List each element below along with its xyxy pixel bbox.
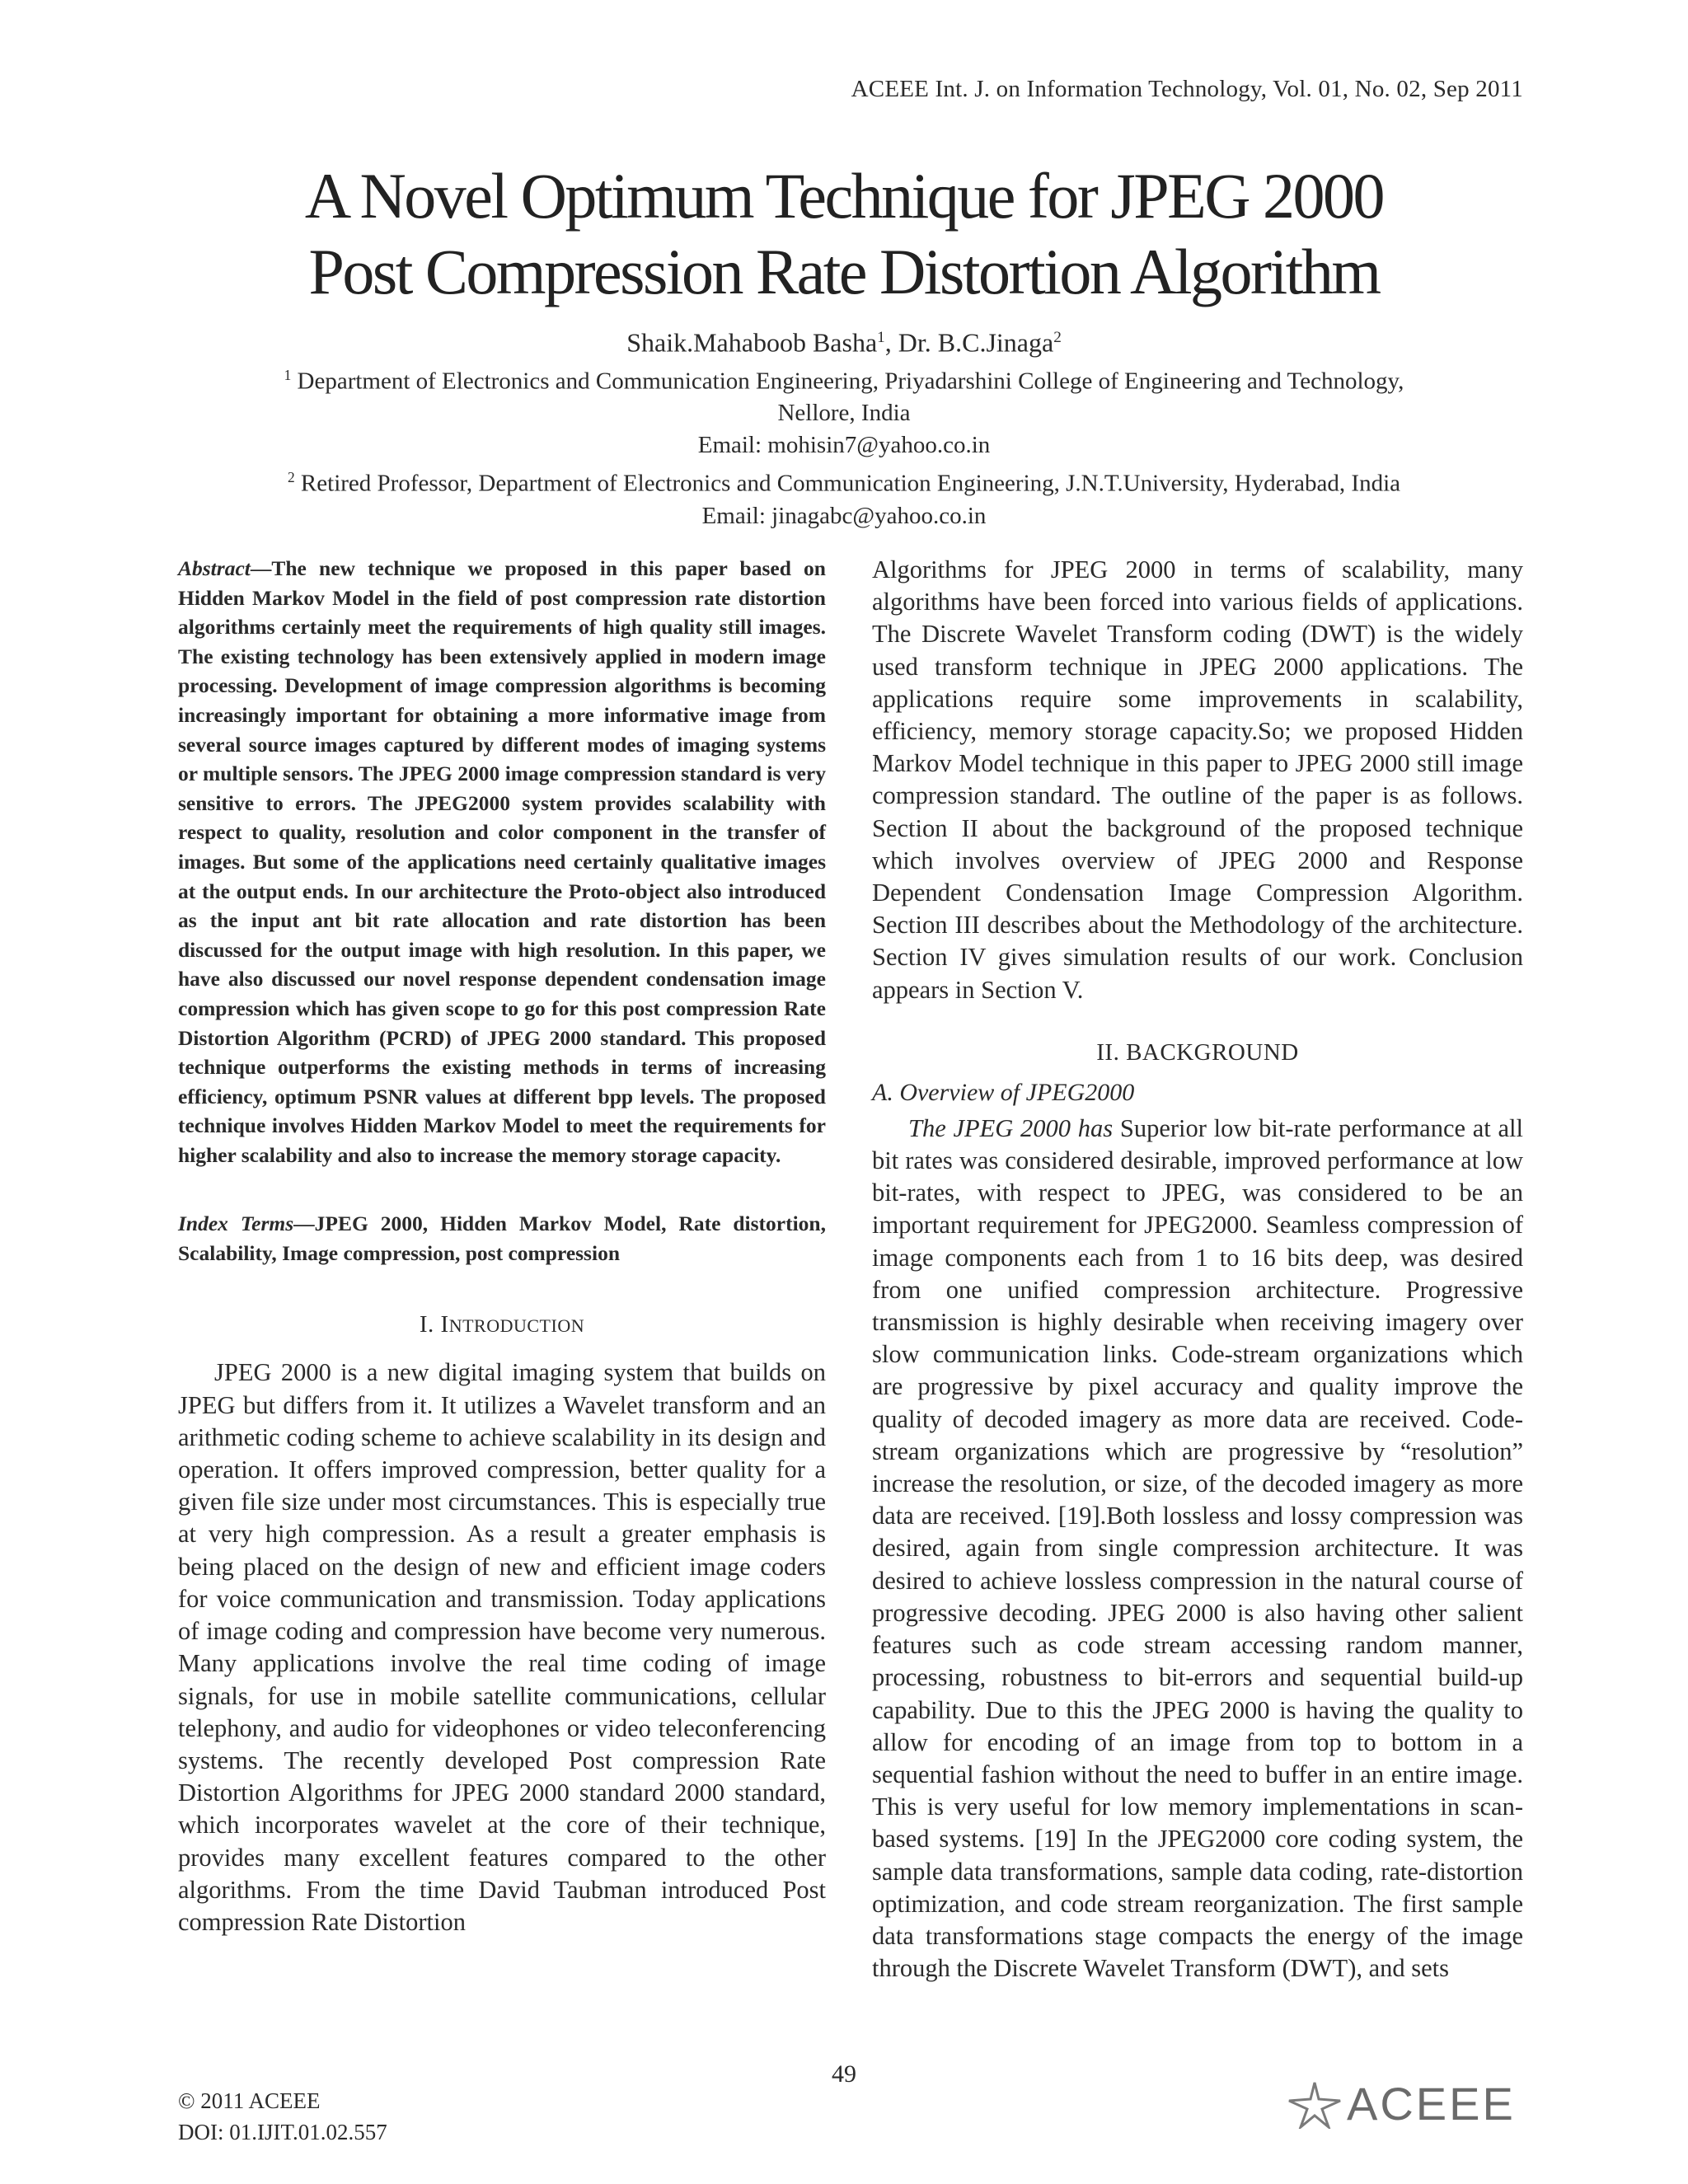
- affiliation-1-line-2: Nellore, India: [777, 400, 911, 427]
- section-heading-background: II. BACKGROUND: [1096, 1038, 1299, 1066]
- aceee-star-logo-icon: [1286, 2079, 1343, 2129]
- publisher-logo-text: ACEEE: [1347, 2078, 1516, 2130]
- background-paragraph-lead: The JPEG 2000 has: [908, 1113, 1114, 1142]
- doi: DOI: 01.IJIT.01.02.557: [178, 2120, 387, 2144]
- subsection-heading-overview: A. Overview of JPEG2000: [872, 1078, 1135, 1106]
- publisher-logo: [1286, 2077, 1516, 2130]
- left-column: [178, 554, 826, 1938]
- title-block: [165, 158, 1523, 532]
- abstract: [178, 554, 826, 1169]
- author-2-sup: 2: [1053, 329, 1062, 346]
- section-heading-num: I. I: [419, 1311, 449, 1338]
- paper-title-line-1: A Novel Optimum Technique for JPEG 2000: [304, 160, 1384, 232]
- affiliation-1: [165, 359, 1523, 398]
- affiliation-1-sup: 1: [284, 366, 292, 383]
- index-terms-label: Index Terms: [178, 1212, 294, 1236]
- abstract-label: Abstract: [178, 556, 251, 580]
- section-heading-rest: NTRODUCTION: [448, 1315, 585, 1337]
- authors: [165, 321, 1523, 359]
- intro-paragraph: JPEG 2000 is a new digital imaging system that builds on JPEG but differs from it. It utilizes a Wavelet transform and an arithmetic coding scheme to achieve scalability in its design and operation. It offers improved compression, better quality for a given file size under most circumstances. This is especially true at very high compression. As a result a greater emphasis is being placed on the design of new and efficient image coders for voice communication and transmission. Today applications of image coding and compression have become very numerous. Many applications involve the real time coding of image signals, for use in mobile satellite communications, cellular telephony, and audio for videophones or video teleconferencing systems. The recently developed Post compression Rate Distortion Algorithms for JPEG 2000 standard 2000 standard, which incorporates wavelet at the core of their technique, provides many excellent features compared to the other algorithms. From the time David Taubman introduced Post compression Rate Distortion: [178, 1358, 826, 1936]
- author-separator: , Dr. B.C.Jinaga: [884, 327, 1054, 358]
- right-column: [872, 554, 1523, 1985]
- intro-paragraph-continued: Algorithms for JPEG 2000 in terms of scalability, many algorithms have been forced into various fields of applications. The Discrete Wavelet Transform coding (DWT) is the widely used transform technique in JPEG 2000 applications. The applications require some improvements in scalability, efficiency, memory storage capacity.So; we proposed Hidden Markov Model technique in this paper to JPEG 2000 still image compression standard. The outline of the paper is as follows. Section II about the background of the proposed technique which involves overview of JPEG 2000 and Response Dependent Condensation Image Compression Algorithm. Section III describes about the Methodology of the architecture. Section IV gives simulation results of our work. Conclusion appears in Section V.: [872, 555, 1523, 1004]
- index-terms: [178, 1209, 826, 1268]
- author-1: Shaik.Mahaboob Basha: [626, 327, 878, 358]
- paper-title-line-2: Post Compression Rate Distortion Algorithm: [308, 236, 1380, 307]
- section-heading-introduction: [178, 1311, 826, 1338]
- email-2: Email: jinagabc@yahoo.co.in: [701, 502, 987, 529]
- affiliation-1-line-1: Department of Electronics and Communication Engineering, Priyadarshini College of Engineering and Technology,: [291, 368, 1404, 395]
- affiliation-2-text: Retired Professor, Department of Electronics and Communication Engineering, J.N.T.University, Hyderabad, India: [294, 470, 1401, 497]
- background-paragraph-text: Superior low bit-rate performance at all bit rates was considered desirable, improved performance at low bit-rates, with respect to JPEG, was considered to be an important requirement for JPEG2000. Seamless compression of image components each from 1 to 16 bits deep, was desired from one unified compression architecture. Progressive transmission is highly desirable when receiving imagery over slow communication links. Code-stream organizations which are progressive by pixel accuracy and quality improve the quality of decoded imagery as more data are received. Code-stream organizations which are progressive by “resolution” increase the resolution, or size, of the decoded imagery as more data are received. [19].Both lossless and lossy compression was desired, again from single compression architecture. It was desired to achieve lossless compression in the natural course of progressive decoding. JPEG 2000 is also having other salient features such as code stream accessing random manner, processing, robustness to bit-errors and sequential build-up capability. Due to this the JPEG 2000 is having the quality to allow for encoding of an image from top to bottom in a sequential fashion without the need to buffer in an entire image. This is very useful for low memory implementations in scan-based systems. [19] In the JPEG2000 core coding system, the sample data transformations, sample data coding, rate-distortion optimization, and code stream reorganization. The first sample data transformations stage compacts the energy of the image through the Discrete Wavelet Transform (DWT), and sets: [872, 1113, 1523, 1983]
- affiliation-2: [165, 462, 1523, 500]
- copyright: © 2011 ACEEE: [178, 2088, 321, 2113]
- background-paragraph: [872, 1113, 1523, 1985]
- author-1-sup: 1: [877, 329, 885, 346]
- affiliation-2-sup: 2: [287, 469, 295, 486]
- page-number: 49: [832, 2060, 856, 2088]
- abstract-text: —The new technique we proposed in this paper based on Hidden Markov Model in the field of post compression rate distortion algorithms certainly meet the requirements of high quality still images. The existing technology has been extensively applied in modern image processing. Development of image compression algorithms is becoming increasingly important for obtaining a more informative image from several source images captured by different modes of imaging systems or multiple sensors. The JPEG 2000 image compression standard is very sensitive to errors. The JPEG2000 system provides scalability with respect to quality, resolution and color component in the transfer of images. But some of the applications need certainly qualitative images at the output ends. In our architecture the Proto-object also introduced as the input ant bit rate allocation and rate distortion has been discussed for the output image with high resolution. In this paper, we have also discussed our novel response dependent condensation image compression which has given scope to go for this post compression Rate Distortion Algorithm (PCRD) of JPEG 2000 standard. This proposed technique outperforms the existing methods in terms of increasing efficiency, optimum PSNR values at different bpp levels. The proposed technique involves Hidden Markov Model to meet the requirements for higher scalability and also to increase the memory storage capacity.: [178, 556, 826, 1167]
- index-terms-text: —JPEG 2000, Hidden Markov Model, Rate distortion, Scalability, Image compression, post compression: [178, 1212, 826, 1266]
- journal-header: ACEEE Int. J. on Information Technology, Vol. 01, No. 02, Sep 2011: [851, 76, 1523, 102]
- email-1: Email: mohisin7@yahoo.co.in: [697, 432, 991, 459]
- footer-left: [178, 2085, 387, 2148]
